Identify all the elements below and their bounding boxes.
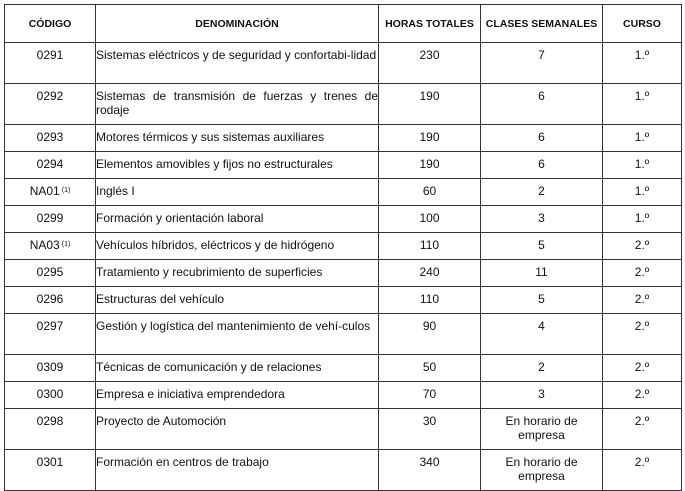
module-name: Técnicas de comunicación y de relaciones	[96, 355, 379, 382]
table-row	[5, 450, 682, 491]
total-hours: 70	[379, 382, 481, 409]
table-row	[5, 409, 682, 450]
module-code: 0292	[36, 89, 64, 103]
weekly-classes: 5	[481, 233, 603, 260]
module-name: Elementos amovibles y fijos no estructurales	[96, 152, 379, 179]
table-header-row	[5, 5, 682, 43]
table-row	[5, 382, 682, 409]
total-hours: 110	[379, 287, 481, 314]
header-classes: CLASES SEMANALES	[481, 5, 603, 43]
module-code: 0293	[36, 130, 64, 144]
module-code: NA03	[29, 238, 60, 252]
module-code-cell	[5, 152, 96, 179]
course-year: 1.º	[603, 84, 682, 125]
total-hours: 60	[379, 179, 481, 206]
weekly-classes: 7	[481, 43, 603, 84]
course-year: 2.º	[603, 409, 682, 450]
total-hours: 190	[379, 152, 481, 179]
table-row	[5, 314, 682, 355]
course-year: 1.º	[603, 179, 682, 206]
module-name: Motores térmicos y sus sistemas auxiliares	[96, 125, 379, 152]
module-name: Sistemas de transmisión de fuerzas y trenes de rodaje	[96, 84, 379, 125]
module-code-cell	[5, 206, 96, 233]
module-code: 0296	[36, 292, 64, 306]
table-row	[5, 43, 682, 84]
table-row	[5, 84, 682, 125]
course-year: 1.º	[603, 43, 682, 84]
module-code-cell	[5, 287, 96, 314]
module-code: 0295	[36, 265, 64, 279]
weekly-classes: 2	[481, 355, 603, 382]
course-year: 2.º	[603, 260, 682, 287]
module-name: Formación y orientación laboral	[96, 206, 379, 233]
module-name: Empresa e iniciativa emprendedora	[96, 382, 379, 409]
weekly-classes: 2	[481, 179, 603, 206]
module-name: Formación en centros de trabajo	[96, 450, 379, 491]
module-code: 0298	[36, 414, 64, 428]
module-name: Proyecto de Automoción	[96, 409, 379, 450]
module-code: NA01	[29, 184, 60, 198]
module-code-cell	[5, 179, 96, 206]
module-code: 0301	[36, 455, 64, 469]
table-row	[5, 125, 682, 152]
weekly-classes: En horario de empresa	[481, 450, 603, 491]
table-row	[5, 287, 682, 314]
header-hours: HORAS TOTALES	[379, 5, 481, 43]
course-year: 1.º	[603, 125, 682, 152]
module-code: 0297	[36, 319, 64, 333]
weekly-classes: 6	[481, 152, 603, 179]
table-row	[5, 206, 682, 233]
course-year: 2.º	[603, 450, 682, 491]
module-code: 0300	[36, 387, 64, 401]
weekly-classes: 11	[481, 260, 603, 287]
total-hours: 110	[379, 233, 481, 260]
module-name: Vehículos híbridos, eléctricos y de hidrógeno	[96, 233, 379, 260]
footnote-marker: (1)	[61, 187, 71, 194]
module-code-cell	[5, 450, 96, 491]
weekly-classes: 5	[481, 287, 603, 314]
module-name: Gestión y logística del mantenimiento de vehí-culos	[96, 314, 379, 355]
course-year: 1.º	[603, 206, 682, 233]
module-name: Inglés I	[96, 179, 379, 206]
header-course: CURSO	[603, 5, 682, 43]
module-name: Sistemas eléctricos y de seguridad y confortabi-lidad	[96, 43, 379, 84]
table-row	[5, 152, 682, 179]
course-year: 2.º	[603, 355, 682, 382]
course-year: 2.º	[603, 233, 682, 260]
total-hours: 90	[379, 314, 481, 355]
weekly-classes: En horario de empresa	[481, 409, 603, 450]
course-year: 2.º	[603, 287, 682, 314]
weekly-classes: 6	[481, 84, 603, 125]
total-hours: 190	[379, 125, 481, 152]
module-code: 0309	[36, 360, 64, 374]
module-code-cell	[5, 314, 96, 355]
course-year: 2.º	[603, 382, 682, 409]
module-code-cell	[5, 43, 96, 84]
total-hours: 50	[379, 355, 481, 382]
module-code-cell	[5, 125, 96, 152]
weekly-classes: 6	[481, 125, 603, 152]
table-body	[5, 43, 682, 491]
table-row	[5, 233, 682, 260]
table-row	[5, 355, 682, 382]
module-code-cell	[5, 84, 96, 125]
table-row	[5, 260, 682, 287]
total-hours: 240	[379, 260, 481, 287]
header-code: CÓDIGO	[5, 5, 96, 43]
total-hours: 230	[379, 43, 481, 84]
module-code-cell	[5, 260, 96, 287]
modules-table	[4, 4, 682, 491]
module-code: 0291	[36, 48, 64, 62]
module-code-cell	[5, 382, 96, 409]
weekly-classes: 4	[481, 314, 603, 355]
module-code-cell	[5, 233, 96, 260]
header-name: DENOMINACIÓN	[96, 5, 379, 43]
module-code: 0294	[36, 157, 64, 171]
course-year: 2.º	[603, 314, 682, 355]
module-code-cell	[5, 355, 96, 382]
module-name: Tratamiento y recubrimiento de superficies	[96, 260, 379, 287]
table-row	[5, 179, 682, 206]
total-hours: 340	[379, 450, 481, 491]
total-hours: 30	[379, 409, 481, 450]
weekly-classes: 3	[481, 382, 603, 409]
module-code-cell	[5, 409, 96, 450]
module-name: Estructuras del vehículo	[96, 287, 379, 314]
weekly-classes: 3	[481, 206, 603, 233]
footnote-marker: (1)	[61, 241, 71, 248]
module-code: 0299	[36, 211, 64, 225]
total-hours: 190	[379, 84, 481, 125]
total-hours: 100	[379, 206, 481, 233]
course-year: 1.º	[603, 152, 682, 179]
